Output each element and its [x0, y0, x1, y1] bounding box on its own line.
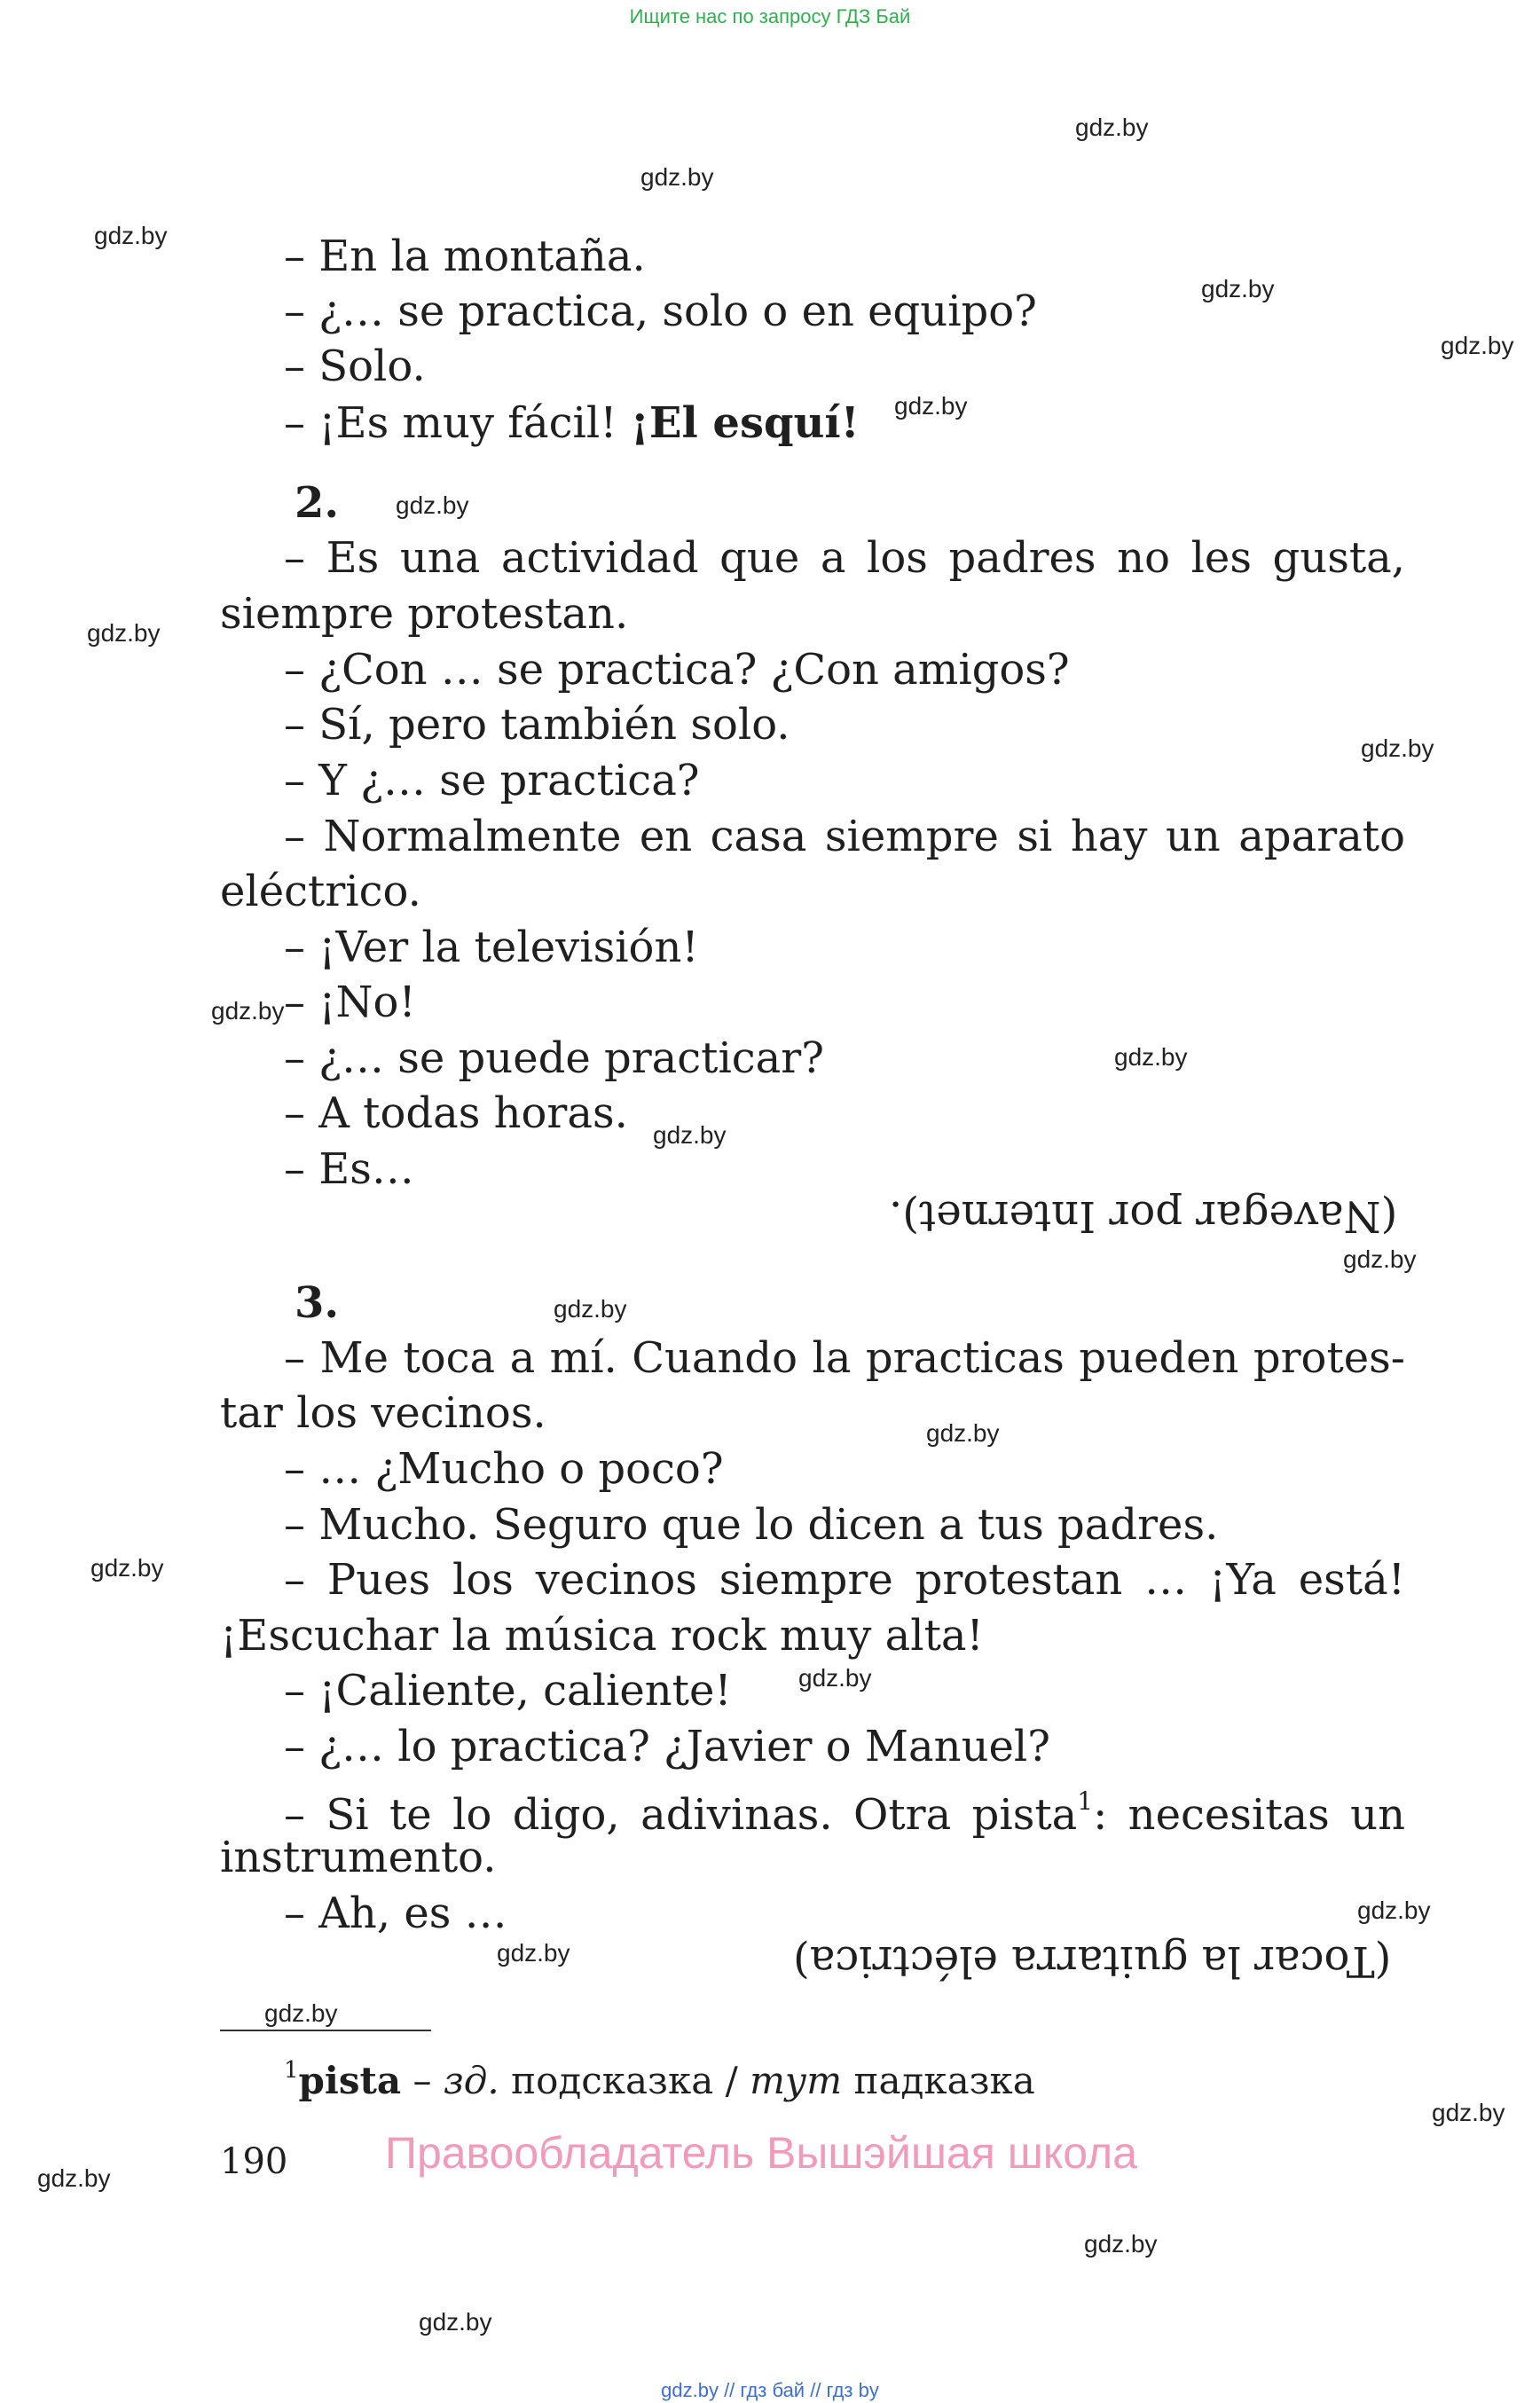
footnote-text: падказка [842, 2059, 1035, 2102]
dialog-line: – ¿… se practica, solo o en equipo? [284, 287, 1037, 336]
exercise-number-3: 3. [295, 1278, 340, 1328]
footnote-rule [220, 2030, 431, 2031]
header-note: Ищите нас по запросу ГДЗ Бай [629, 5, 911, 27]
dialog-line: – Es… [284, 1144, 414, 1194]
watermark: gdz.by [211, 997, 285, 1025]
dialog-line: – ¡Ver la televisión! [284, 923, 699, 972]
watermark: gdz.by [1432, 2099, 1505, 2126]
watermark: gdz.by [90, 1554, 164, 1582]
watermark: gdz.by [1084, 2230, 1158, 2258]
watermark: gdz.by [497, 1939, 570, 1967]
watermark: gdz.by [1441, 332, 1514, 359]
dialog-line: – Mucho. Seguro que lo dicen a tus padres. [284, 1500, 1219, 1550]
dialog-line: – Solo. [284, 342, 426, 391]
dialog-line: – ¡No! [284, 978, 416, 1027]
dialog-line: – Y ¿… se practica? [284, 756, 700, 805]
footnote [284, 2046, 1035, 2106]
watermark: gdz.by [640, 163, 714, 191]
footnote-term: pista [298, 2059, 402, 2102]
watermark: gdz.by [94, 222, 168, 249]
watermark: gdz.by [396, 491, 469, 519]
watermark: gdz.by [1075, 114, 1149, 141]
footnote-abbr: тут [750, 2059, 843, 2102]
dialog-line: – ¿… se puede practicar? [284, 1033, 824, 1083]
dialog-line-answer [284, 396, 860, 451]
dialog-line: siempre protestan. [220, 589, 629, 639]
upside-down-answer: (Navegar por Internet). [889, 1191, 1398, 1241]
watermark: gdz.by [1114, 1043, 1188, 1071]
watermark: gdz.by [419, 2308, 492, 2336]
exercise-number-2: 2. [295, 478, 340, 528]
answer-bold: ¡El esquí! [630, 398, 860, 448]
dialog-line: – ¡Caliente, caliente! [284, 1666, 732, 1716]
dialog-line: eléctrico. [220, 867, 421, 916]
dialog-line: – Ah, es … [284, 1889, 507, 1938]
watermark: gdz.by [87, 619, 161, 647]
copyright-owner: Правообладатель Вышэйшая школа [385, 2128, 1137, 2178]
watermark: gdz.by [1361, 734, 1434, 762]
dialog-line: – Pues los vecinos siempre protestan … ¡Ya está! [284, 1555, 1405, 1605]
dialog-line: – A todas horas. [284, 1088, 628, 1138]
watermark: gdz.by [554, 1295, 627, 1323]
footnote-text: подсказка / [499, 2059, 750, 2102]
watermark: gdz.by [1357, 1896, 1431, 1924]
watermark: gdz.by [894, 392, 968, 420]
footnote-ref: 1 [1077, 1787, 1094, 1816]
footnote-marker: 1 [284, 2057, 299, 2084]
watermark: gdz.by [264, 1999, 338, 2027]
watermark: gdz.by [653, 1121, 727, 1149]
dialog-line: – ¿… lo practica? ¿Javier o Manuel? [284, 1722, 1050, 1771]
dialog-line: – En la montaña. [284, 232, 646, 281]
watermark: gdz.by [1201, 275, 1275, 302]
dialog-line: instrumento. [220, 1833, 497, 1882]
dialog-line: – ¿Con … se practica? ¿Con amigos? [284, 645, 1070, 695]
dialog-line: – Sí, pero también solo. [284, 700, 790, 750]
upside-down-answer: (Tocar la guitarra eléctrica) [793, 1936, 1392, 1986]
footnote-dash: – [401, 2059, 444, 2102]
dialog-line: – … ¿Mucho o poco? [284, 1444, 724, 1494]
dialog-line: – Es una actividad que a los padres no les gusta, [284, 533, 1405, 583]
dialog-line: tar los vecinos. [220, 1388, 546, 1438]
watermark: gdz.by [1343, 1245, 1417, 1273]
page-number: 190 [220, 2141, 288, 2182]
dialog-line: – Normalmente en casa siempre si hay un aparato [284, 812, 1405, 861]
dialog-text: – ¡Es muy fácil! [284, 398, 631, 448]
watermark: gdz.by [37, 2164, 111, 2192]
watermark: gdz.by [926, 1419, 1000, 1447]
footnote-abbr: зд. [443, 2059, 499, 2102]
dialog-text: : necesitas un [1093, 1790, 1405, 1840]
watermark: gdz.by [798, 1664, 872, 1692]
dialog-line: – Me toca a mí. Cuando la practicas pueden protes- [284, 1333, 1405, 1383]
dialog-line: ¡Escuchar la música rock muy alta! [220, 1611, 984, 1661]
footer-note: gdz.by // гдз бай // гдз by [661, 2379, 879, 2401]
dialog-text: – Si te lo digo, adivinas. Otra pista [284, 1790, 1078, 1840]
